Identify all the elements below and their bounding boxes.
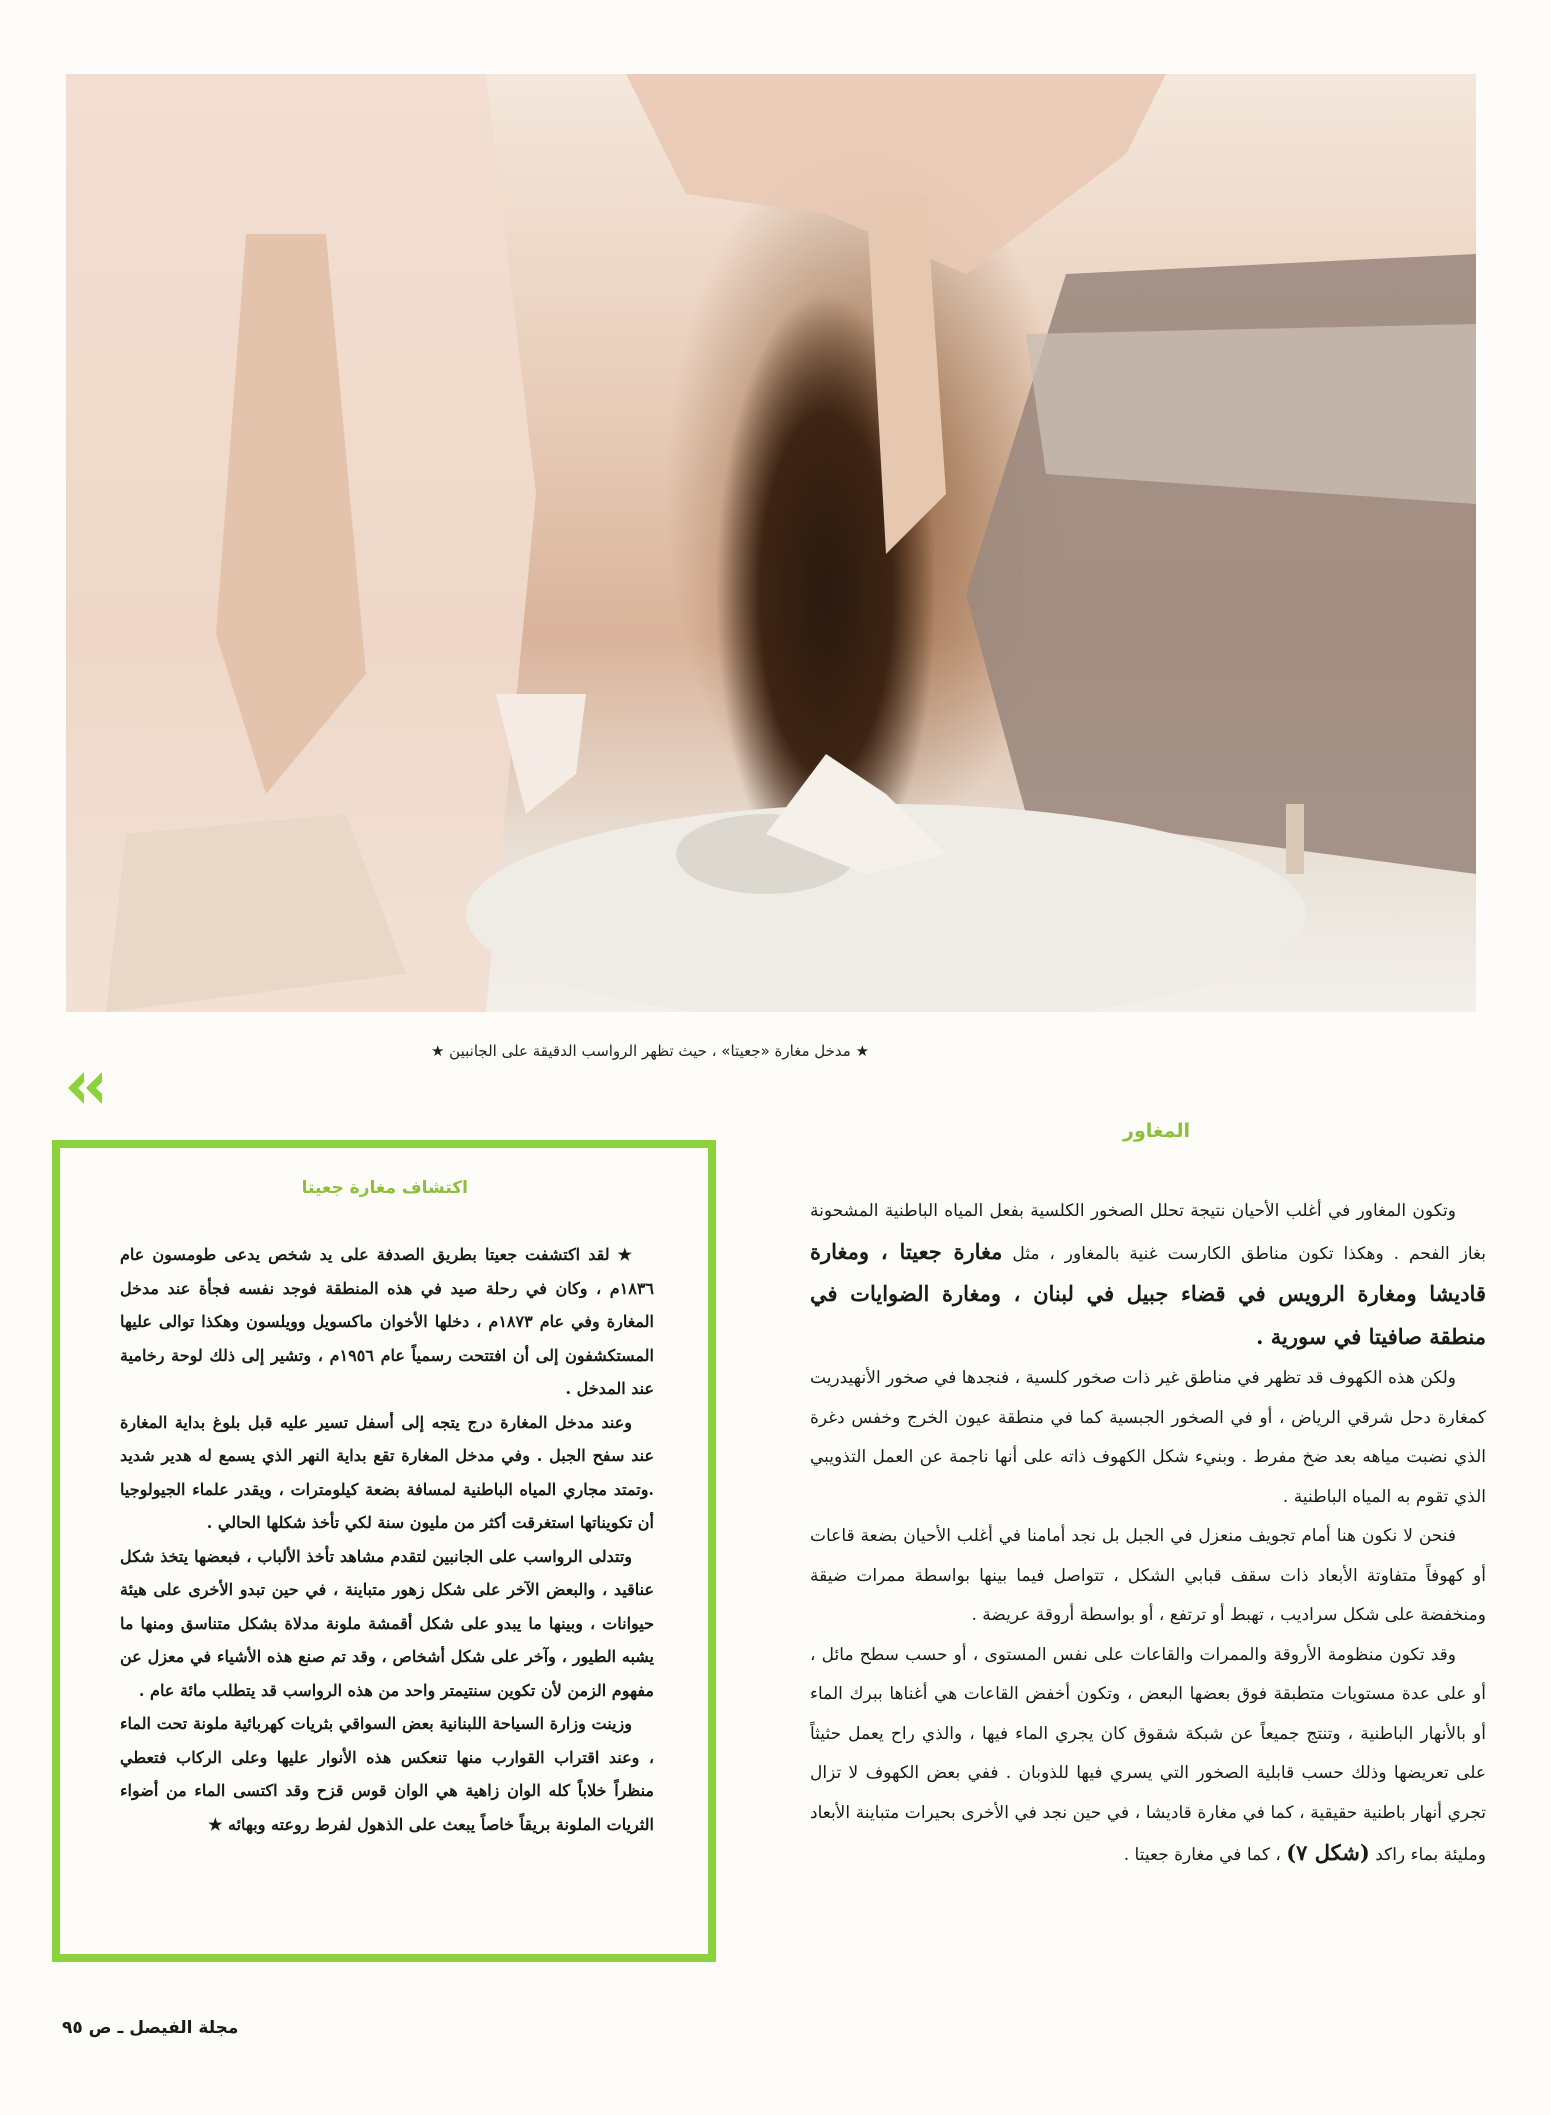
article-paragraph-tail: ، كما في مغارة جعيتا . — [1123, 1845, 1281, 1865]
main-article-column — [810, 1192, 1486, 1876]
sidebar-box — [52, 1140, 716, 1962]
photo-caption: ★ مدخل مغارة «جعيتا» ، حيث تظهر الرواسب الدقيقة على الجانبين ★ — [430, 1042, 870, 1060]
sidebar-title: اكتشاف مغارة جعيتا — [301, 1178, 468, 1198]
sidebar-paragraph: وتتدلى الرواسب على الجانبين لتقدم مشاهد تأخذ الألباب ، فبعضها يتخذ شكل عناقيد ، والبعض الآخر على شكل زهور متباينة ، في حين تبدو الأخرى على هيئة حيوانات ، وبينها ما يبدو على شكل أقمشة ملونة مدلاة بشكل متناسق ومنها ما يشبه الطيور ، وآخر على شكل أشخاص ، وقد تم صنع هذه الأشياء في معزل عن مفهوم الزمن لأن تكوين سنتيمتر واحد من هذه الرواسب قد يتطلب مائة عام . — [120, 1546, 655, 1700]
article-paragraph-text: وتكون المغاور في أغلب الأحيان نتيجة تحلل الصخور الكلسية بفعل المياه الباطنية المشحونة بغاز الفحم . وهكذا تكون مناطق الكارست غنية بالمغاور ، مثل — [810, 1201, 1486, 1264]
article-paragraph: فنحن لا نكون هنا أمام تجويف منعزل في الجبل بل نجد أمامنا في أغلب الأحيان بضعة قاعات أو كهوفاً متفاوتة الأبعاد ذات سقف قبابي الشكل ، تتواصل فيما بينها بواسطة ممرات ضيقة ومنخفضة على شكل سراديب ، تهبط أو ترتفع ، أو بواسطة أروقة عريضة . — [810, 1526, 1486, 1625]
section-heading: المغاور — [1123, 1120, 1190, 1142]
sidebar-paragraph: ★ لقد اكتشفت جعيتا بطريق الصدفة على يد شخص يدعى طومسون عام ١٨٣٦م ، وكان في رحلة صيد في هذه المنطقة فوجد نفسه فجأة عند مدخل المغارة وفي عام ١٨٧٣م ، دخلها الأخوان ماكسويل وويلسون وهكذا توالى عليها المستكشفون إلى أن افتتحت رسمياً عام ١٩٥٦م ، وتشير إلى ذلك لوحة رخامية عند المدخل . — [120, 1245, 655, 1398]
double-chevron-marker-icon — [64, 1068, 104, 1108]
figure-reference: (شكل ٧) — [1286, 1840, 1370, 1865]
sidebar-paragraph: وزينت وزارة السياحة اللبنانية بعض السواقي بثريات كهربائية ملونة تحت الماء ، وعند اقتراب القوارب منها تنعكس هذه الأنوار عليها وعلى الركاب فتعطي منظراً خلاباً كله الوان زاهية هي الوان قوس قزح وقد اكتسى الماء من أضواء الثريات الملونة بريقاً خاصاً يبعث على الذهول لفرط روعته وبهائه ★ — [120, 1714, 654, 1834]
article-paragraph — [810, 1636, 1486, 1876]
page-footer: مجلة الفيصل ـ ص ٩٥ — [62, 2018, 239, 2038]
cave-entrance-photo — [66, 74, 1476, 1012]
sidebar-body — [120, 1238, 654, 1841]
article-paragraph — [810, 1192, 1486, 1359]
article-paragraph: ولكن هذه الكهوف قد تظهر في مناطق غير ذات صخور كلسية ، فنجدها في صخور الأنهيدريت كمغارة دحل شرقي الرياض ، أو في الصخور الجبسية كما في منطقة عيون الخرج وخفس دغرة الذي نضبت مياهه بعد ضخ مفرط . وبنيء شكل الكهوف ذاته على أنها ناجمة عن العمل التذويبي الذي تقوم به المياه الباطنية . — [810, 1368, 1486, 1507]
cave-list-bold: مغارة جعيتا ، ومغارة قاديشا ومغارة الرويس في قضاء جبيل في لبنان ، ومغارة الضوايات في منطقة صافيتا في سورية . — [810, 1238, 1486, 1349]
cave-illustration — [66, 74, 1476, 1012]
article-paragraph-text: وقد تكون منظومة الأروقة والممرات والقاعات على نفس المستوى ، أو حسب سطح مائل ، أو على عدة مستويات متطبقة فوق بعضها البعض ، وتكون أخفض القاعات هي أغناها ببرك الماء أو بالأنهار الباطنية ، وتنتج جميعاً عن شبكة شقوق كان يجري الماء فيها ، والذي راح يعمل حثيثاً على تعريضها وذلك حسب قابلية الصخور التي يسري فيها للذوبان . ففي بعض الكهوف لا تزال تجري أنهار باطنية حقيقية ، كما في مغارة قاديشا ، في حين نجد في الأخرى بحيرات متباينة الأبعاد ومليئة بماء راكد — [810, 1644, 1486, 1865]
sidebar-paragraph: وعند مدخل المغارة درج يتجه إلى أسفل تسير عليه قبل بلوغ بداية المغارة عند سفح الجبل . وفي مدخل المغارة تقع بداية النهر الذي يسمع له هدير شديد .وتمتد مجاري المياه الباطنية لمسافة بضعة كيلومترات ، ويقدر علماء الجيولوجيا أن تكويناتها استغرقت أكثر من مليون سنة لكي تأخذ شكلها الحالي . — [120, 1412, 655, 1532]
